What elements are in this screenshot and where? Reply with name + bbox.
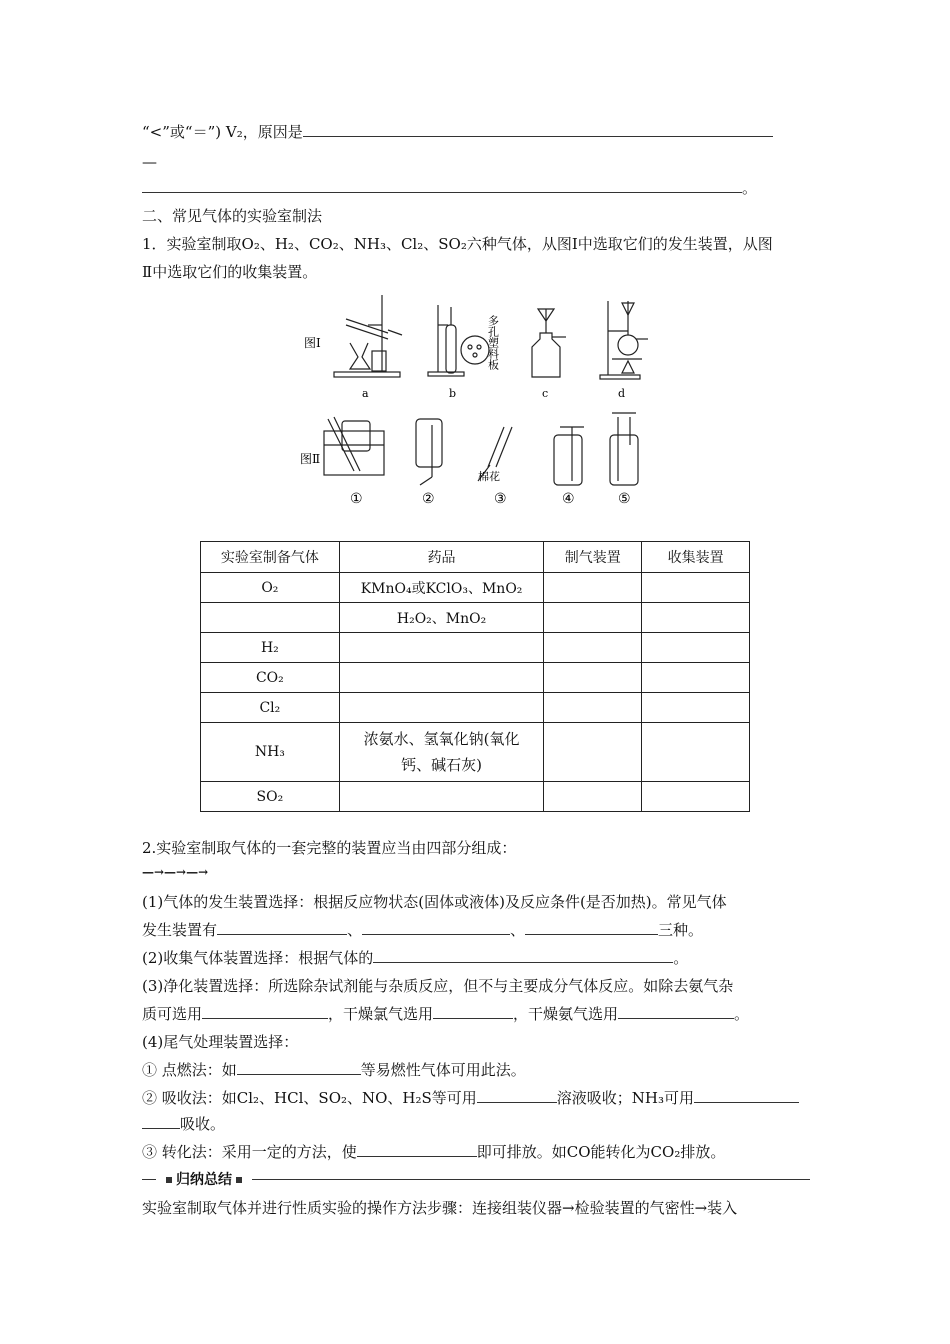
q2-p2: [142, 948, 688, 968]
q2-p2-end: 。: [673, 949, 689, 967]
answer-blank[interactable]: [433, 1004, 513, 1019]
q2-p1-text: 发生装置有: [142, 921, 218, 939]
q2-m2-text: 吸收。: [180, 1115, 226, 1133]
q2-method-2-cont: [142, 1114, 225, 1134]
square-icon: [236, 1177, 242, 1183]
answer-blank[interactable]: [362, 920, 510, 935]
table-row: [201, 782, 750, 812]
q2-arrows: —→—→—→: [142, 865, 209, 879]
q2-p1-line-2: [142, 920, 703, 940]
q2-p4: (4)尾气处理装置选择：: [142, 1033, 299, 1051]
reagent-cell: 浓氨水、氢氧化钠(氧化钙、碱石灰): [339, 723, 544, 782]
table-header: 药品: [339, 542, 544, 573]
q2-p3-text: 质可选用: [142, 1005, 203, 1023]
gas-cell: H₂: [201, 633, 340, 663]
plate-label: 多孔塑料板: [486, 315, 500, 370]
fig2-item-3: ③: [494, 491, 507, 507]
table-header-row: [201, 542, 750, 573]
q2-p3-text: ，干燥氯气选用: [328, 1005, 434, 1023]
q1-line-1: 1．实验室制取O₂、H₂、CO₂、NH₃、Cl₂、SO₂六种气体，从图Ⅰ中选取它们的发生装置，从图: [142, 235, 773, 253]
table-row: [201, 633, 750, 663]
q2-p3-end: 。: [734, 1005, 750, 1023]
fig2-item-2: ②: [422, 491, 435, 507]
answer-blank[interactable]: [202, 1004, 328, 1019]
table-header: 收集装置: [642, 542, 750, 573]
q2-m3-text: 即可排放。如CO能转化为CO₂排放。: [476, 1143, 726, 1161]
gas-cell: Cl₂: [201, 693, 340, 723]
answer-blank[interactable]: [217, 920, 347, 935]
top-line-1-text: “<”或“＝”) V₂，原因是: [142, 123, 303, 141]
reagent-cell: [339, 782, 544, 812]
q2-p3-line-1: (3)净化装置选择：所选除杂试剂能与杂质反应，但不与主要成分气体反应。如除去氨气杂: [142, 977, 734, 995]
answer-blank[interactable]: [477, 1088, 557, 1103]
square-icon: [166, 1177, 172, 1183]
summary-text: 实验室制取气体并进行性质实验的操作方法步骤：连接组装仪器→检验装置的气密性→装入: [142, 1199, 738, 1217]
table-header: 实验室制备气体: [201, 542, 340, 573]
q2-p2-text: (2)收集气体装置选择：根据气体的: [142, 949, 374, 967]
answer-blank[interactable]: [357, 1142, 477, 1157]
table-row: [201, 663, 750, 693]
reagent-cell: [339, 633, 544, 663]
table-row: [201, 693, 750, 723]
answer-blank[interactable]: [618, 1004, 734, 1019]
device-cell[interactable]: [544, 573, 642, 603]
answer-blank[interactable]: [142, 1114, 180, 1129]
top-dash: —: [142, 153, 157, 171]
fig2-item-5: ⑤: [618, 491, 631, 507]
gas-cell: [201, 603, 340, 633]
reagent-cell: [339, 663, 544, 693]
gas-cell: CO₂: [201, 663, 340, 693]
device-cell[interactable]: [544, 693, 642, 723]
device-cell[interactable]: [544, 633, 642, 663]
table-header: 制气装置: [544, 542, 642, 573]
collect-cell[interactable]: [642, 603, 750, 633]
answer-blank[interactable]: [525, 920, 658, 935]
collect-cell[interactable]: [642, 693, 750, 723]
q1-line-2: Ⅱ中选取它们的收集装置。: [142, 263, 318, 281]
reagent-cell: [339, 693, 544, 723]
collect-cell[interactable]: [642, 782, 750, 812]
collect-cell[interactable]: [642, 663, 750, 693]
answer-blank[interactable]: [373, 948, 673, 963]
q2-p3-line-2: [142, 1004, 749, 1024]
collect-cell[interactable]: [642, 723, 750, 782]
collect-cell[interactable]: [642, 573, 750, 603]
fig2-label: 图Ⅱ: [300, 452, 321, 466]
q2-line-1: 2.实验室制取气体的一套完整的装置应当由四部分组成：: [142, 839, 517, 857]
answer-blank[interactable]: [694, 1088, 799, 1103]
top-line-2: [142, 178, 757, 198]
q2-m3-text: ③ 转化法：采用一定的方法，使: [142, 1143, 357, 1161]
section-heading: 二、常见气体的实验室制法: [142, 207, 323, 225]
fig1-item-b: b: [449, 387, 457, 400]
gas-table: [200, 541, 750, 812]
gas-cell: NH₃: [201, 723, 340, 782]
table-row: [201, 603, 750, 633]
fig1-item-c: c: [542, 387, 549, 400]
gas-cell: O₂: [201, 573, 340, 603]
q2-m1-text: 等易燃性气体可用此法。: [360, 1061, 526, 1079]
answer-blank[interactable]: [142, 178, 742, 193]
q2-method-1: [142, 1060, 526, 1080]
summary-header: [142, 1170, 810, 1190]
q2-p1-line-1: (1)气体的发生装置选择：根据反应物状态(固体或液体)及反应条件(是否加热)。常见气体: [142, 893, 727, 911]
gas-cell: SO₂: [201, 782, 340, 812]
answer-blank[interactable]: [237, 1060, 361, 1075]
q2-method-2: [142, 1088, 799, 1108]
fig1-label: 图Ⅰ: [304, 336, 321, 350]
fig2-item-4: ④: [562, 491, 575, 507]
table-row: [201, 573, 750, 603]
q2-m2-text: 溶液吸收；NH₃可用: [556, 1089, 695, 1107]
q2-p3-text: ，干燥氨气选用: [513, 1005, 619, 1023]
table-row: [201, 723, 750, 782]
device-cell[interactable]: [544, 782, 642, 812]
device-cell[interactable]: [544, 723, 642, 782]
top-line-1: [142, 122, 773, 142]
collect-cell[interactable]: [642, 633, 750, 663]
apparatus-figure: [290, 295, 660, 510]
top-line-2-end: 。: [742, 179, 758, 197]
fig1-item-a: a: [362, 387, 369, 400]
q2-separator: 、: [510, 921, 526, 939]
fig1-item-d: d: [618, 387, 626, 400]
reagent-cell: H₂O₂、MnO₂: [339, 603, 544, 633]
q2-m2-text: ② 吸收法：如Cl₂、HCl、SO₂、NO、H₂S等可用: [142, 1089, 477, 1107]
q2-p1-end: 三种。: [658, 921, 704, 939]
reagent-cell: KMnO₄或KClO₃、MnO₂: [339, 573, 544, 603]
summary-title: 归纳总结: [176, 1172, 232, 1188]
answer-blank[interactable]: [303, 122, 773, 137]
cotton-label: 棉花: [478, 470, 500, 483]
q2-separator: 、: [347, 921, 363, 939]
device-cell[interactable]: [544, 603, 642, 633]
device-cell[interactable]: [544, 663, 642, 693]
fig2-item-1: ①: [350, 491, 363, 507]
summary-tag: [156, 1170, 252, 1190]
q2-m1-text: ① 点燃法：如: [142, 1061, 237, 1079]
q2-method-3: [142, 1142, 725, 1162]
